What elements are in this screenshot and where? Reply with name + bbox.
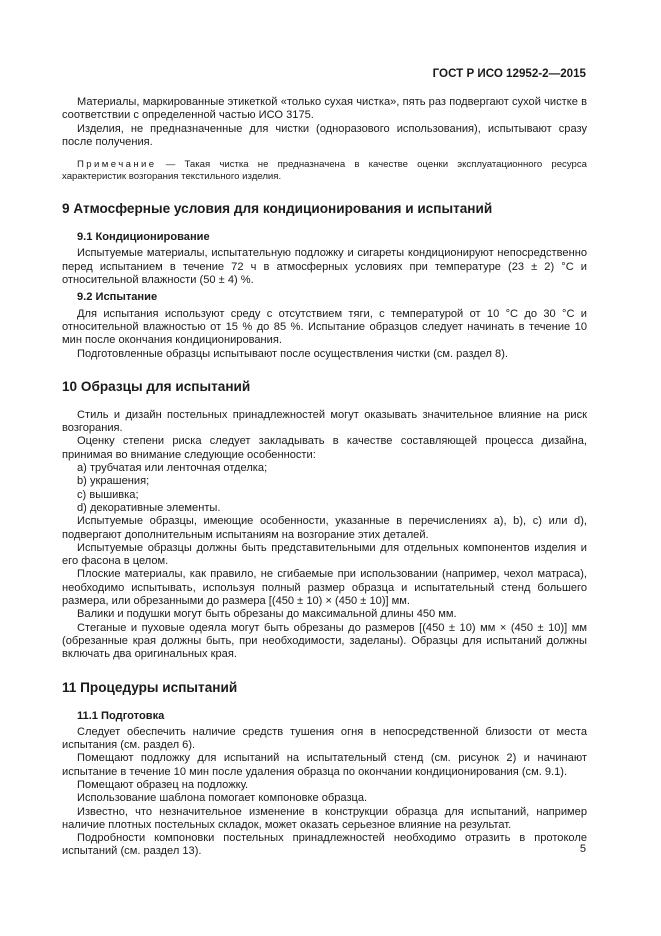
document-code: ГОСТ Р ИСО 12952-2—2015	[432, 67, 586, 80]
paragraph: Оценку степени риска следует закладывать в качестве составляющей процесса дизайна, принимая во внимание следующие особенности:	[62, 435, 587, 461]
paragraph: Валики и подушки могут быть обрезаны до максимальной длины 450 мм.	[77, 608, 457, 621]
paragraph: Изделия, не предназначенные для чистки (одноразового использования), испытывают сразу после получения.	[62, 122, 587, 148]
note-label: Примечание	[77, 159, 157, 171]
subsection-heading: 9.2 Испытание	[77, 291, 158, 304]
paragraph: Помещают образец на подложку.	[77, 778, 249, 791]
section-heading: 11 Процедуры испытаний	[62, 679, 238, 695]
paragraph: Помещают подложку для испытаний на испытательный стенд (см. рисунок 2) и начинают испытание в течение 10 мин после удаления образца по окончании кондиционирования (см. 9.1).	[62, 752, 587, 778]
paragraph: Подготовленные образцы испытывают после осуществления чистки (см. раздел 8).	[77, 347, 508, 360]
section-heading: 10 Образцы для испытаний	[62, 378, 251, 394]
paragraph: Подробности компоновки постельных принадлежностей необходимо отразить в протоколе испытаний (см. раздел 13).	[62, 832, 587, 858]
paragraph: Использование шаблона помогает компоновке образца.	[77, 792, 368, 805]
paragraph: Плоские материалы, как правило, не сгибаемые при использовании (например, чехол матраса), необходимо испытывать, используя полный размер образца и испытательный стенд большего размера, или обрезанными до размера [(450 ± 10) × (450 ± 10)] мм.	[62, 568, 587, 608]
paragraph: Стеганые и пуховые одеяла могут быть обрезаны до размеров [(450 ± 10) мм × (450 ± 10)] мм (обрезанные края должны быть, при необходимости, заделаны). Образцы для испытаний должны включать два оригинальных края.	[62, 621, 587, 661]
list-item: b) украшения;	[77, 475, 150, 488]
section-9	[62, 201, 587, 361]
list-item: d) декоративные элементы.	[77, 501, 221, 514]
note	[62, 159, 587, 183]
paragraph: Испытуемые образцы, имеющие особенности, указанные в перечислениях а), b), с) или d), подвергают дополнительным испытаниям на возгорание этих деталей.	[62, 515, 587, 541]
note-text: — Такая чистка не предназначена в качестве оценки эксплуатационного ресурса характеристик возгорания текстильного изделия.	[62, 159, 587, 183]
paragraph: Материалы, маркированные этикеткой «только сухая чистка», пять раз подвергают сухой чистке в соответствии с определенной частью ИСО 3175.	[62, 96, 587, 122]
paragraph: Стиль и дизайн постельных принадлежностей могут оказывать значительное влияние на риск возгорания.	[62, 408, 587, 435]
section-11	[62, 680, 587, 859]
page-number: 5	[579, 843, 586, 855]
list-item: c) вышивка;	[77, 488, 139, 501]
paragraph: Известно, что незначительное изменение в конструкции образца для испытаний, например наличие плотных постельных складок, может оказать серьезное влияние на результат.	[62, 805, 587, 831]
paragraph: Испытуемые материалы, испытательную подложку и сигареты кондиционируют непосредственно перед испытанием в течение 72 ч в атмосферных условиях при температуре (23 ± 2) °С и относительной влажности (50 ± 4) %.	[62, 247, 587, 287]
subsection-heading: 11.1 Подготовка	[77, 709, 165, 722]
subsection-heading: 9.1 Кондиционирование	[77, 231, 210, 244]
paragraph: Для испытания используют среду с отсутствием тяги, с температурой от 10 °С до 30 °С и относительной влажностью от 15 % до 85 %. Испытание образцов следует начинать в течение 10 мин после окончания кондиционирования.	[62, 307, 587, 347]
list-item: a) трубчатая или ленточная отделка;	[77, 462, 268, 475]
intro-block	[62, 96, 587, 183]
paragraph: Следует обеспечить наличие средств тушения огня в непосредственной близости от места испытания (см. раздел 6).	[62, 725, 587, 752]
section-heading: 9 Атмосферные условия для кондиционирования и испытаний	[62, 201, 493, 217]
section-10	[62, 379, 587, 662]
paragraph: Испытуемые образцы должны быть представительными для отдельных компонентов изделия и его фасона в целом.	[62, 541, 587, 568]
